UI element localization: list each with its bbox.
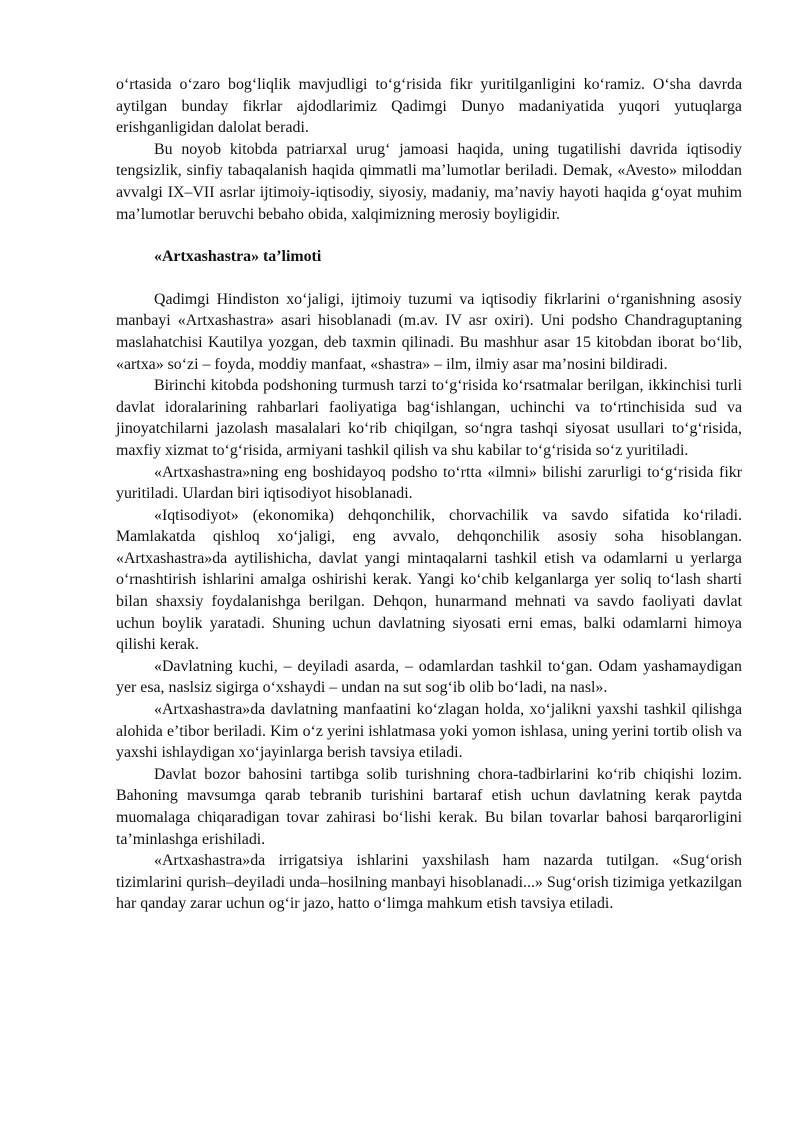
paragraph: Davlat bozor bahosini tartibga solib turishning chora-tadbirlarini koʻrib chiqishi lozim. Bahoning mavsumga qarab tebranib turishini bartaraf etish uchun davlatning kerak paytda muomalaga chiqaradigan tovar zahirasi boʻlishi kerak. Bu bilan tovarlar bahosi barqarorligini taʼminlashga erishiladi. — [116, 765, 742, 848]
paragraph: «Artxashastra»da davlatning manfaatini koʻzlagan holda, xoʻjalikni yaxshi tashkil qilishga alohida eʼtibor beriladi. Kim oʻz yerini ishlatmasa yoki yomon ishlasa, uning yerini tortib olish va yaxshi ishlaydigan xoʻjayinlarga berish tavsiya etiladi. — [116, 701, 742, 762]
paragraph: Birinchi kitobda podshoning turmush tarzi toʻgʻrisida koʻrsatmalar berilgan, ikkinchisi turli davlat idoralarining rahbarlari faoliyatiga bagʻishlangan, uchinchi va toʻrtinchisida sud va jinoyatchilarni jazolash masalalari koʻrib chiqilgan, soʻngra tashqi siyosat usullari toʻgʻrisida, maxfiy xizmat toʻgʻrisida, armiyani tashkil qilish va shu kabilar toʻgʻrisida soʻz yuritiladi. — [116, 377, 742, 459]
section-heading: «Artxashastra» taʼlimoti — [154, 248, 322, 266]
document-page — [116, 74, 742, 915]
paragraph: Qadimgi Hindiston xoʻjaligi, ijtimoiy tuzumi va iqtisodiy fikrlarini oʻrganishning asosiy manbayi «Artxashastra» asari hisoblanadi (m.av. IV asr oxiri). Uni podsho Chandraguptaning maslahatchisi Kautilya yozgan, deb taxmin qilinadi. Bu mashhur asar 15 kitobdan iborat boʻlib, «artxa» soʻzi – foyda, moddiy manfaat, «shastra» – ilm, ilmiy asar maʼnosini bildiradi. — [116, 290, 742, 373]
paragraph: «Artxashastra»da irrigatsiya ishlarini yaxshilash ham nazarda tutilgan. «Sugʻorish tizimlarini qurish–deyiladi unda–hosilning manbayi hisoblanadi...» Sugʻorish tizimiga yetkazilgan har qanday zarar uchun ogʻir jazo, hatto oʻlimga mahkum etish tavsiya etiladi. — [116, 852, 742, 913]
paragraph: oʻrtasida oʻzaro bogʻliqlik mavjudligi toʻgʻrisida fikr yuritilganligini koʻramiz. Oʻsha davrda aytilgan bunday fikrlar ajdodlarimiz Qadimgi Dunyo madaniyatida yuqori yutuqlarga erishganligidan dalolat beradi. — [116, 76, 742, 137]
paragraph: «Iqtisodiyot» (ekonomika) dehqonchilik, chorvachilik va savdo sifatida koʻriladi. Mamlakatda qishloq xoʻjaligi, eng avvalo, dehqonchilik asosiy soha hisoblangan. «Artxashastra»da aytilishicha, davlat yangi mintaqalarni tashkil etish va odamlarni u yerlarga oʻrnashtirish ishlarini amalga oshirishi kerak. Yangi koʻchib kelganlarga yer soliq toʻlash sharti bilan shaxsiy foydalanishga berilgan. Dehqon, hunarmand mehnati va savdo faoliyati davlat uchun boylik yaratadi. Shuning uchun davlatning siyosati erni emas, balki odamlarni himoya qilishi kerak. — [116, 506, 742, 654]
paragraph: «Artxashastra»ning eng boshidayoq podsho toʻrtta «ilmni» bilishi zarurligi toʻgʻrisida fikr yuritiladi. Ulardan biri iqtisodiyot hisoblanadi. — [116, 463, 742, 503]
paragraph: «Davlatning kuchi, – deyiladi asarda, – odamlardan tashkil toʻgan. Odam yashamaydigan yer esa, naslsiz sigirga oʻxshaydi – undan na sut sogʻib olib boʻladi, na nasl». — [116, 657, 742, 697]
paragraph: Bu noyob kitobda patriarxal urugʻ jamoasi haqida, uning tugatilishi davrida iqtisodiy tengsizlik, sinfiy tabaqalanish haqida qimmatli maʼlumotlar beriladi. Demak, «Avesto» miloddan avvalgi IX–VII asrlar ijtimoiy-iqtisodiy, siyosiy, madaniy, maʼnaviy hayoti haqida gʻoyat muhim maʼlumotlar beruvchi bebaho obida, xalqimizning merosiy boyligidir. — [116, 140, 742, 223]
